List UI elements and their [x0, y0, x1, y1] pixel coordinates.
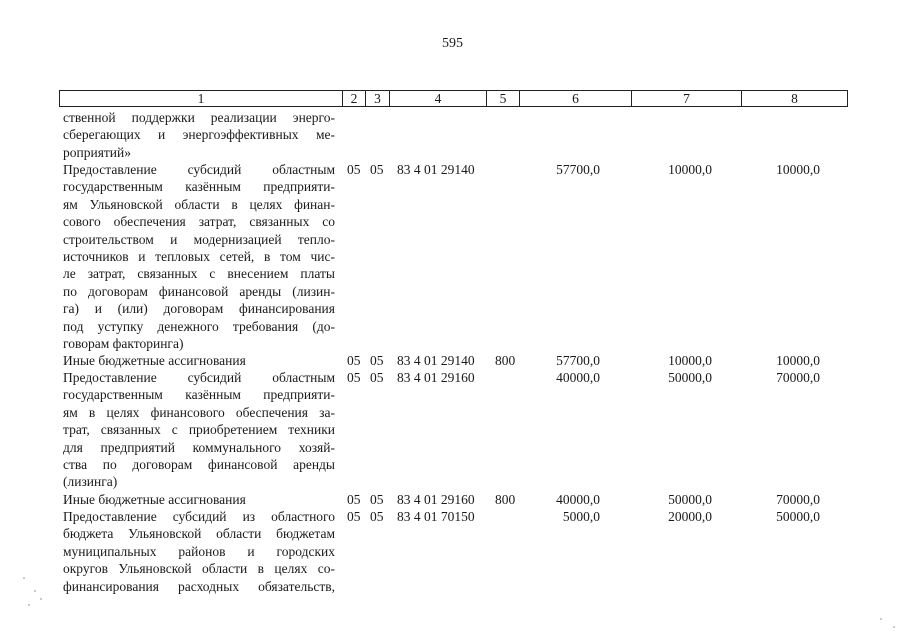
table-row	[0, 491, 905, 508]
row-section: 05	[347, 353, 361, 368]
description-line: для предприятий коммунального хозяй-	[63, 439, 335, 455]
description-line: сберегающих и энергоэффективных ме-	[63, 127, 335, 143]
row-amount-col6: 40000,0	[556, 370, 600, 385]
table-row	[0, 109, 905, 161]
row-amount-col8: 50000,0	[776, 509, 820, 524]
description-line: муниципальных районов и городских	[63, 543, 335, 559]
row-target-article: 83 4 01 29140	[397, 353, 475, 368]
row-description	[63, 352, 335, 369]
scan-speck	[23, 577, 25, 579]
row-amount-col8: 70000,0	[776, 370, 820, 385]
row-amount-col6: 57700,0	[556, 353, 600, 368]
description-line: государственным казённым предприяти-	[63, 387, 335, 403]
description-line: ям в целях финансового обеспечения за-	[63, 404, 335, 420]
row-subsection: 05	[370, 162, 384, 177]
row-section: 05	[347, 509, 361, 524]
description-line: строительством и модернизацией тепло-	[63, 231, 335, 247]
row-amount-col7: 50000,0	[668, 492, 712, 507]
description-line: (лизинга)	[63, 474, 118, 490]
scan-speck	[28, 604, 30, 606]
row-amount-col8: 10000,0	[776, 162, 820, 177]
row-section: 05	[347, 370, 361, 385]
row-amount-col8: 10000,0	[776, 353, 820, 368]
row-section: 05	[347, 492, 361, 507]
row-amount-col6: 57700,0	[556, 162, 600, 177]
row-expense-type: 800	[495, 492, 516, 507]
table-row	[0, 508, 905, 596]
scan-speck	[34, 590, 36, 592]
description-line: источников и тепловых сетей, в том чис-	[63, 249, 335, 265]
header-col-5: 5	[487, 91, 520, 107]
row-section: 05	[347, 162, 361, 177]
description-line: по договорам финансовой аренды (лизин-	[63, 283, 335, 299]
row-description	[63, 508, 335, 595]
scan-speck	[880, 618, 882, 620]
description-line: ства по договорам финансовой аренды	[63, 457, 335, 473]
description-line: роприятий»	[63, 144, 132, 160]
header-col-1: 1	[60, 91, 343, 107]
row-amount-col8: 70000,0	[776, 492, 820, 507]
description-line: Предоставление субсидий областным	[63, 370, 335, 385]
description-line: га) и (или) договорам финансирования	[63, 301, 335, 317]
description-line: Иные бюджетные ассигнования	[63, 353, 246, 368]
description-line: Предоставление субсидий из областного	[63, 509, 335, 524]
description-line: ле затрат, связанных с внесением платы	[63, 266, 335, 282]
row-target-article: 83 4 01 29160	[397, 370, 475, 385]
row-target-article: 83 4 01 70150	[397, 509, 475, 524]
table-row	[0, 352, 905, 369]
table-body	[0, 109, 905, 596]
scan-speck	[893, 626, 895, 628]
header-col-6: 6	[520, 91, 632, 107]
row-amount-col6: 5000,0	[562, 509, 600, 524]
row-description	[63, 491, 335, 508]
header-col-8: 8	[742, 91, 848, 107]
header-col-4: 4	[390, 91, 487, 107]
description-line: Предоставление субсидий областным	[63, 162, 335, 177]
description-line: округов Ульяновской области в целях со-	[63, 561, 335, 577]
row-subsection: 05	[370, 509, 384, 524]
description-line: под уступку денежного требования (до-	[63, 318, 335, 334]
table-row	[0, 161, 905, 352]
description-line: говорам факторинга)	[63, 336, 184, 352]
row-description	[63, 369, 335, 491]
row-subsection: 05	[370, 492, 384, 507]
row-description	[63, 109, 335, 161]
row-description	[63, 161, 335, 352]
description-line: финансирования расходных обязательств,	[63, 578, 335, 594]
description-line: трат, связанных с приобретением техники	[63, 422, 335, 438]
header-col-3: 3	[366, 91, 390, 107]
description-line: государственным казённым предприяти-	[63, 179, 335, 195]
row-amount-col7: 10000,0	[668, 162, 712, 177]
row-target-article: 83 4 01 29160	[397, 492, 475, 507]
description-line: сового обеспечения затрат, связанных со	[63, 214, 335, 230]
table-header	[59, 90, 848, 107]
description-line: Иные бюджетные ассигнования	[63, 492, 246, 507]
row-subsection: 05	[370, 353, 384, 368]
row-subsection: 05	[370, 370, 384, 385]
row-target-article: 83 4 01 29140	[397, 162, 475, 177]
table-row	[0, 369, 905, 491]
row-expense-type: 800	[495, 353, 516, 368]
header-col-2: 2	[343, 91, 366, 107]
row-amount-col7: 10000,0	[668, 353, 712, 368]
row-amount-col7: 20000,0	[668, 509, 712, 524]
page-number: 595	[442, 36, 463, 51]
description-line: ям Ульяновской области в целях финан-	[63, 196, 335, 212]
row-amount-col7: 50000,0	[668, 370, 712, 385]
description-line: ственной поддержки реализации энерго-	[63, 110, 335, 125]
row-amount-col6: 40000,0	[556, 492, 600, 507]
scan-speck	[40, 598, 42, 600]
header-col-7: 7	[632, 91, 742, 107]
description-line: бюджета Ульяновской области бюджетам	[63, 526, 335, 542]
